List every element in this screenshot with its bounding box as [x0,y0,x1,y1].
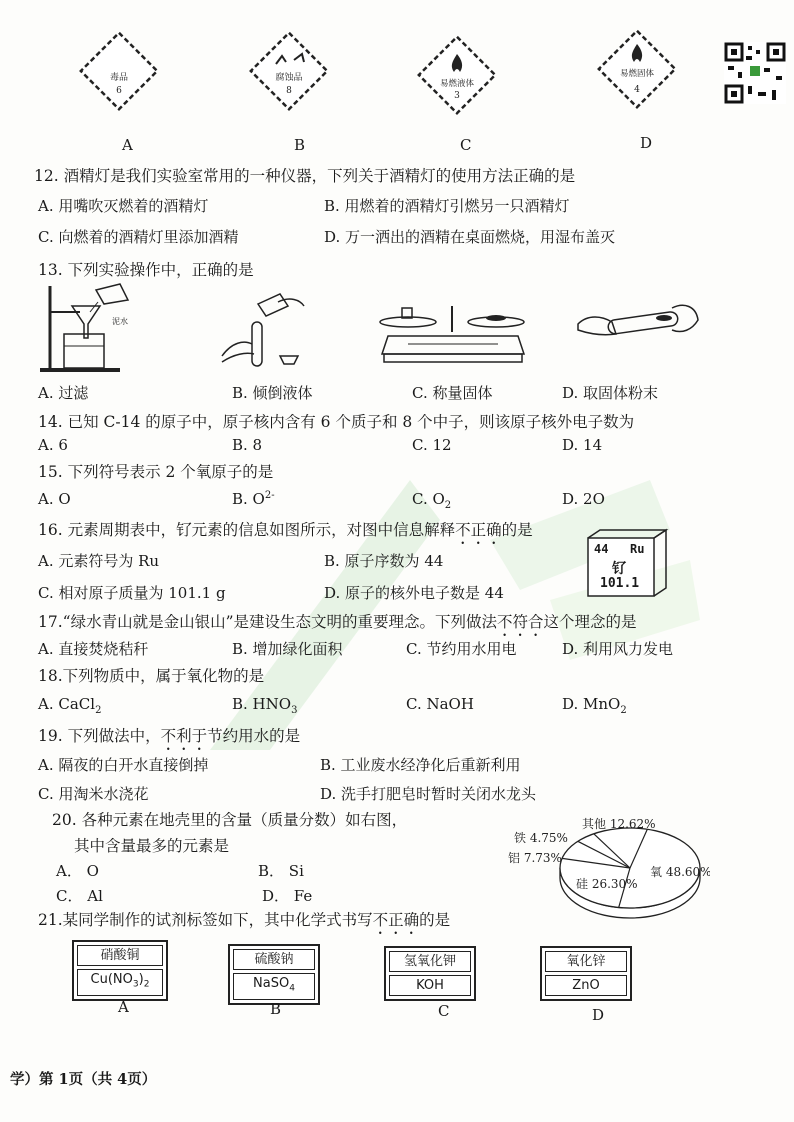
svg-text:易燃液体: 易燃液体 [439,79,475,89]
svg-text:6: 6 [116,86,122,96]
cell-atomic-number: 44 [594,542,609,556]
q21-stem: 21.某同学制作的试剂标签如下，其中化学式书写不正确的是 [38,911,451,929]
pouring-liquid-illustration [218,292,308,372]
q20-stem-line2: 其中含量最多的元素是 [74,837,230,855]
cell-name: 钌 [612,561,626,577]
ruthenium-element-cell [586,528,670,598]
cell-mass: 101.1 [600,576,640,591]
sign-letter-d: D [640,134,653,152]
q17-option-c[interactable]: C. 节约用水用电 [406,640,517,658]
svg-text:3: 3 [454,91,460,101]
pie-label-铝: 铝 7.73% [508,851,562,865]
q17-option-d[interactable]: D. 利用风力发电 [562,640,674,658]
reagent-letter-c: C [438,1002,450,1020]
svg-text:易燃固体: 易燃固体 [619,69,655,79]
q14-stem: 14. 已知 C-14 的原子中，原子核内含有 6 个质子和 8 个中子，则该原子核外电子数为 [38,413,635,431]
q16-stem: 16. 元素周期表中，钌元素的信息如图所示，对图中信息解释不正确的是 [38,521,533,539]
svg-text:泥水: 泥水 [112,317,128,326]
q16-option-c[interactable]: C. 相对原子质量为 101.1 g [38,584,226,602]
q16-option-a[interactable]: A. 元素符号为 Ru [38,552,160,570]
hazard-sign-toxic [78,30,160,112]
q12-option-b[interactable]: B. 用燃着的酒精灯引燃另一只酒精灯 [324,197,570,215]
q19-stem: 19. 下列做法中，不利于节约用水的是 [38,727,301,745]
hazard-sign-flammable-liquid [416,34,498,116]
q13-option-b[interactable]: B. 倾倒液体 [232,384,313,402]
reagent-label-b: 硫酸钠 NaSO$_4$ [228,944,320,1005]
svg-text:腐蚀品: 腐蚀品 [275,73,303,83]
pie-svg [500,810,710,934]
q15-stem: 15. 下列符号表示 2 个氧原子的是 [38,463,274,481]
pie-label-其他: 其他 12.62% [582,817,656,831]
q13-option-d[interactable]: D. 取固体粉末 [562,384,659,402]
q18-stem: 18.下列物质中，属于氧化物的是 [38,667,265,685]
q17-stem: 17.“绿水青山就是金山银山”是建设生态文明的重要理念。下列做法不符合这个理念的是 [38,613,637,631]
reagent-label-c: 氢氧化钾 KOH [384,946,476,1001]
q13-stem: 13. 下列实验操作中，正确的是 [38,261,254,279]
q20-option-d[interactable]: D． Fe [262,887,313,905]
q17-option-a[interactable]: A. 直接焚烧秸秆 [38,640,149,658]
powder-sampling-illustration [572,290,702,370]
q20-option-b[interactable]: B． Si [258,862,304,880]
q18-option-d[interactable]: D. MnO$_2$ [562,695,627,716]
q14-option-a[interactable]: A. 6 [38,436,68,454]
reagent-label-d: 氧化锌 ZnO [540,946,632,1001]
sign-letter-b: B [294,136,306,154]
reagent-letter-a: A [118,998,129,1016]
q19-option-c[interactable]: C. 用淘米水浇花 [38,785,149,803]
q19-option-a[interactable]: A. 隔夜的白开水直接倒掉 [38,756,209,774]
q18-option-c[interactable]: C. NaOH [406,695,474,713]
qr-code [724,42,786,104]
q12-stem: 12. 酒精灯是我们实验室常用的一种仪器，下列关于酒精灯的使用方法正确的是 [34,167,576,185]
q15-option-c[interactable]: C. $O_2$ [412,490,452,511]
svg-text:8: 8 [286,86,292,96]
filtration-illustration [40,282,150,374]
sign-a-text: 毒品 [109,73,129,83]
reagent-letter-b: B [270,1000,282,1018]
q14-option-b[interactable]: B. 8 [232,436,263,454]
q20-option-a[interactable]: A． O [56,862,99,880]
q12-option-c[interactable]: C. 向燃着的酒精灯里添加酒精 [38,228,239,246]
q20-option-c[interactable]: C． Al [56,887,103,905]
q15-option-d[interactable]: D. 2O [562,490,605,508]
q13-option-a[interactable]: A. 过滤 [38,384,89,402]
svg-text:4: 4 [634,85,640,95]
q13-option-c[interactable]: C. 称量固体 [412,384,493,402]
q14-option-d[interactable]: D. 14 [562,436,603,454]
q20-stem-line1: 20. 各种元素在地壳里的含量（质量分数）如右图， [52,811,408,829]
q18-option-b[interactable]: B. $HNO_3$ [232,695,298,716]
pie-label-硅: 硅 26.30% [576,877,638,891]
q18-option-a[interactable]: A. CaCl$_2$ [38,695,102,716]
q16-option-b[interactable]: B. 原子序数为 44 [324,552,444,570]
cell-symbol: Ru [630,542,645,556]
page-footer: 学）第 1页（共 4页） [10,1071,157,1088]
q12-option-d[interactable]: D. 万一洒出的酒精在桌面燃烧，用湿布盖灭 [324,228,616,246]
reagent-letter-d: D [592,1006,605,1024]
reagent-label-a: 硝酸铜 $Cu(NO_3)_2$ [72,940,168,1001]
q19-option-d[interactable]: D. 洗手打肥皂时暂时关闭水龙头 [320,785,537,803]
sign-letter-c: C [460,136,472,154]
q19-option-b[interactable]: B. 工业废水经净化后重新利用 [320,756,521,774]
q12-option-a[interactable]: A. 用嘴吹灭燃着的酒精灯 [38,197,209,215]
balance-illustration [378,300,528,370]
crust-element-pie-chart [500,810,710,934]
pie-label-氧: 氧 48.60% [650,865,710,879]
q16-option-d[interactable]: D. 原子的核外电子数是 44 [324,584,504,602]
hazard-sign-corrosive [248,30,330,112]
sign-letter-a: A [122,136,133,154]
q17-option-b[interactable]: B. 增加绿化面积 [232,640,343,658]
hazard-sign-flammable-solid [596,28,678,110]
q14-option-c[interactable]: C. 12 [412,436,452,454]
pie-label-铁: 铁 4.75% [514,831,568,845]
q15-option-b[interactable]: B. $O^{2-}$ [232,490,275,508]
q15-option-a[interactable]: A. O [38,490,71,508]
